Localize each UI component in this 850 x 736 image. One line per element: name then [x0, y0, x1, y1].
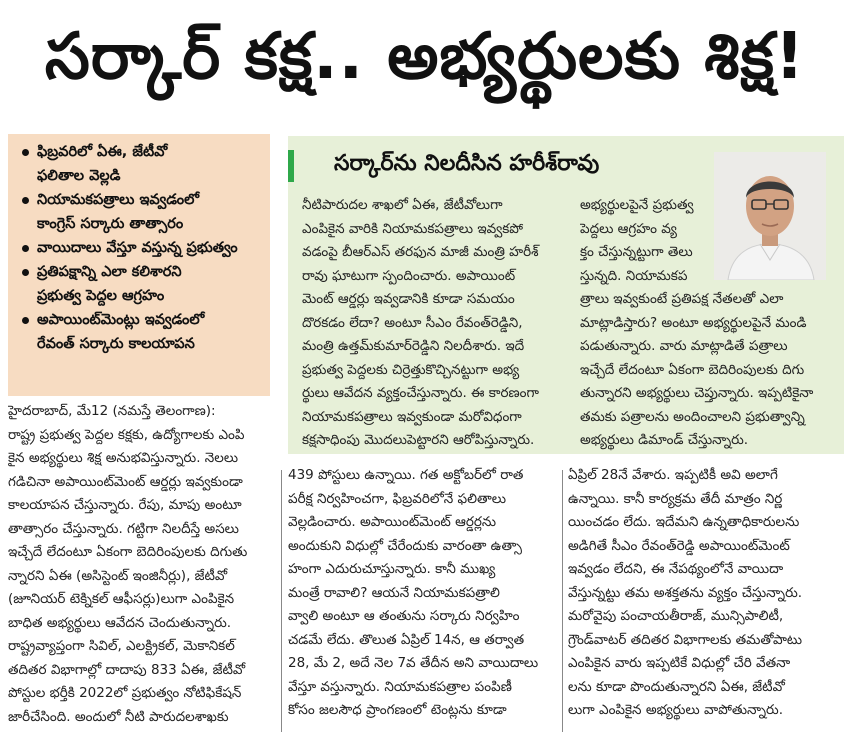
- body-column-3: ఏప్రిల్ 28నే వేశారు. ఇప్పటికీ అవి అలాగే ఉన్నాయి. కానీ కార్యక్రమ తేదీ మాత్రం నిర్ణ యించడం లేదు. ఇదేమని ఉన్నతాధికారులను అడిగితే సీఎం రేవంత్‌రెడ్డి అపాయింట్‌మెంట్ ఇవ్వడం లేదని, ఈ నేపథ్యంలోనే వాయిదా వేస్తున్నట్టు తమ అశక్తతను వ్యక్తం చేస్తున్నారు. మరోవైపు పంచాయతీరాజ్, మున్సిపాలిటీ, గ్రౌండ్‌వాటర్ తదితర విభాగాలకు తమతోపాటు ఎంపికైన వారు ఇప్పటికే విధుల్లో చేరి వేతనా లను కూడా పొందుతున్నారని ఏఈ, జేటీవో లుగా ఎంపికైన అభ్యర్థులు వాపోతున్నారు.: [568, 467, 803, 718]
- harish-rao-photo: [714, 152, 826, 280]
- sidebar-title-row: [288, 150, 599, 182]
- sidebar-box: [288, 136, 844, 454]
- bullet-dot-icon: [22, 149, 29, 156]
- highlight-text: ఫిబ్రవరిలో ఏఈ, జేటీవో ఫలితాల వెల్లడి: [37, 144, 168, 184]
- highlights-box: [8, 134, 270, 396]
- highlight-item: [18, 188, 262, 236]
- body-column-1: హైదరాబాద్, మే12 (నమస్తే తెలంగాణ): రాష్ట్ర ప్రభుత్వ పెద్దల కక్షకు, ఉద్యోగాలకు ఎంపి కైన అభ్యర్థులు శిక్ష అనుభవిస్తున్నారు. నెలలు గడిచినా అపాయింట్‌మెంట్ ఆర్డర్లు ఇవ్వకుండా కాలయాపన చేస్తున్నారు. రేపు, మాపు అంటూ తాత్సారం చేస్తున్నారు. గట్టిగా నిలదీస్తే అసలు ఇచ్చేదే లేదంటూ ఏకంగా బెదిరింపులకు దిగుతు న్నారని ఏఈ (అసిస్టెంట్ ఇంజినీర్లు), జేటీవో (జూనియర్ టెక్నికల్ ఆఫీసర్లు)లుగా ఎంపికైన బాధిత అభ్యర్థులు ఆవేదన చెందుతున్నారు. రాష్ట్రవ్యాప్తంగా సివిల్, ఎలక్ట్రికల్, మెకానికల్ తదితర విభాగాల్లో దాదాపు 833 ఏఈ, జేటీవో పోస్టుల భర్తీకి 2022లో ప్రభుత్వం నోటిఫికేషన్ జారీచేసింది. అందులో నీటి పారుదలశాఖకు: [8, 403, 248, 725]
- highlight-text: నియామకపత్రాలు ఇవ్వడంలో కాంగ్రెస్ సర్కారు తాత్సారం: [37, 192, 200, 232]
- column-divider: [562, 470, 563, 732]
- highlight-text: వాయిదాలు వేస్తూ వస్తున్న ప్రభుత్వం: [37, 240, 238, 256]
- highlight-item: [18, 140, 262, 188]
- bullet-dot-icon: [22, 245, 29, 252]
- body-column-2: 439 పోస్టులు ఉన్నాయి. గత అక్టోబర్‌లో రాత పరీక్ష నిర్వహించగా, ఫిబ్రవరిలోనే ఫలితాలు వెల్లడించారు. అపాయింట్‌మెంట్ ఆర్డర్లను అందుకుని విధుల్లో చేరేందుకు వారంతా ఉత్సా హంగా ఎదురుచూస్తున్నారు. కానీ ముఖ్య మంత్రే రావాలి? ఆయనే నియామకపత్రాలి వ్వాలి అంటూ ఆ తంతును సర్కారు నిర్వహిం చడమే లేదు. తొలుత ఏప్రిల్ 14న, ఆ తర్వాత 28, మే 2, అదే నెల 7వ తేదీన అని వాయిదాలు వేస్తూ వస్తున్నారు. నియామకపత్రాల పంపిణీ కోసం జలసౌధ ప్రాంగణంలో టెంట్లను కూడా: [288, 467, 539, 718]
- sidebar-title: సర్కార్‌ను నిలదీసిన హరీశ్‌రావు: [334, 151, 600, 176]
- bullet-dot-icon: [22, 197, 29, 204]
- headline: సర్కార్ కక్ష.. అభ్యర్థులకు శిక్ష!: [44, 19, 806, 94]
- highlight-item: [18, 236, 262, 260]
- highlight-item: [18, 260, 262, 308]
- sidebar-column-2: త్రాలు ఇవ్వకుంటే ప్రతిపక్ష నేతలతో ఎలా మాట్లాడిస్తారు? అంటూ అభ్యర్థులపైనే మండి పడుతున్నారు. వారు మాట్లాడితే పత్రాలు ఇచ్చేదే లేదంటూ ఏకంగా బెదిరింపులకు దిగు తున్నారని అభ్యర్థులు చెప్తున్నారు. ఇప్పటికైనా తమకు పత్రాలను అందించాలని ప్రభుత్వాన్ని అభ్యర్థులు డిమాండ్ చేస్తున్నారు.: [580, 291, 814, 448]
- highlight-item: [18, 308, 262, 356]
- person-portrait-icon: [714, 152, 826, 280]
- column-divider: [281, 470, 282, 732]
- accent-bar: [288, 150, 294, 182]
- highlight-text: అపాయింట్‌మెంట్లు ఇవ్వడంలో రేవంత్ సర్కారు కాలయాపన: [37, 312, 205, 352]
- highlight-text: ప్రతిపక్షాన్ని ఎలా కలిశారని ప్రభుత్వ పెద్దల ఆగ్రహం: [37, 264, 182, 304]
- sidebar-column-2-top: అభ్యర్థులపైనే ప్రభుత్వ పెద్దలు ఆగ్రహం వ్య క్తం చేస్తున్నట్టుగా తెలు స్తున్నది. నియామకప: [580, 197, 694, 284]
- bullet-dot-icon: [22, 269, 29, 276]
- sidebar-column-1: నీటిపారుదల శాఖలో ఏఈ, జేటీవోలుగా ఎంపికైన వారికి నియామకపత్రాలు ఇవ్వకపో వడంపై బీఆర్‌ఎస్ తరఫున మాజీ మంత్రి హరీశ్ రావు ఘాటుగా స్పందించారు. అపాయింట్ మెంట్ ఆర్డర్లు ఇవ్వడానికి కూడా సమయం దొరకడం లేదా? అంటూ సీఎం రేవంత్‌రెడ్డిని, మంత్రి ఉత్తమ్‌కుమార్‌రెడ్డిని నిలదీశారు. ఇదే ప్రభుత్వ పెద్దలకు చిర్రెత్తుకొచ్చినట్టుగా అభ్య ర్థులు ఆవేదన వ్యక్తంచేస్తున్నారు. ఈ కారణంగా నియామకపత్రాలు ఇవ్వకుండా మరోవిధంగా కక్షసాధింపు మొదలుపెట్టారని ఆరోపిస్తున్నారు.: [302, 197, 539, 448]
- bullet-dot-icon: [22, 317, 29, 324]
